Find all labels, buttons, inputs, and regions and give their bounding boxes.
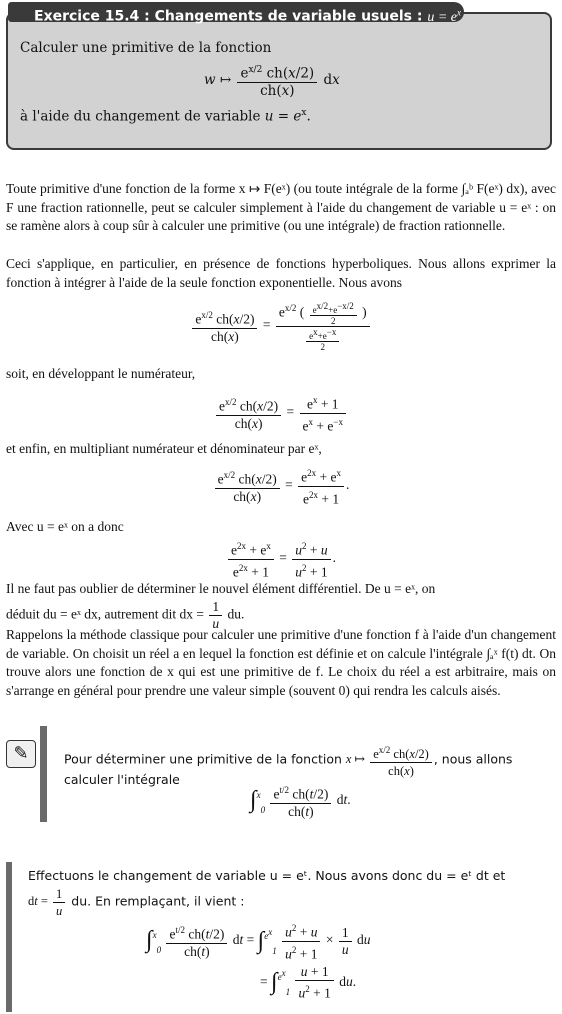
paragraph-multiply: et enfin, en multipliant numérateur et dénominateur par eˣ, — [6, 441, 322, 456]
solution-line1: Effectuons le changement de variable u = eᵗ. Nous avons donc du = eᵗ dt et — [28, 868, 506, 883]
note-line1: Pour déterminer une primitive de la fonction x ↦ $\frac{e^{x/2} ch(x/2)}{ch(x)}$ , nous allons — [64, 742, 554, 779]
solution-equation-2: = ∫$^{e^x}_1$ $\frac{u + 1}{u^2 + 1}$ du. — [260, 964, 357, 1001]
exercise-box — [6, 7, 552, 150]
equation-4: $\frac{e^{2x} + e^x}{e^{2x} + 1}$ = $\frac{u^2 + u}{u^2 + 1}$ . — [0, 538, 562, 580]
exercise-title-text: Exercice 15.4 : Changements de variable usuels : — [34, 8, 423, 25]
exercise-statement-line2: à l'aide du changement de variable $u = e^x$. — [20, 108, 311, 125]
equation-2: $\frac{e^{x/2} ch(x/2)}{ch(x)}$ = $\frac{e^x + 1}{e^x + e^{-x}}$ — [0, 392, 562, 434]
exercise-formula: w ↦ $\frac{e^{x/2} ch(x/2)}{ch(x)}$ dx — [204, 62, 340, 99]
paragraph-differential-2: déduit du = eˣ dx, autrement dit dx = $\frac{1}{u}$ du. — [6, 599, 245, 631]
solution-equation-1: ∫$^x_0$ $\frac{e^{t/2} ch(t/2)}{ch(t)}$ dt = ∫$^{e^x}_1$ $\frac{u^2 + u}{u^2 + 1}$ × $\frac{1}{u}$ du — [146, 920, 370, 962]
note-integral: ∫$^x_0$ $\frac{e^{t/2} ch(t/2)}{ch(t)}$ dt. — [250, 782, 351, 820]
equation-3: $\frac{e^{x/2} ch(x/2)}{ch(x)}$ = $\frac{e^{2x} + e^x}{e^{2x} + 1}$ . — [0, 465, 562, 507]
paragraph-intro: Toute primitive d'une fonction de la forme x ↦ F(eˣ) (ou toute intégrale de la forme ∫ₐᵇ F(eˣ) dx), avec F une fraction rationnelle, peut se calculer simplement à l'aide du changement de variable u = eˣ : on se ramène alors à coup sûr à calculer une primitive (ou une intégrale) de fraction rationnelle. — [6, 181, 556, 233]
paragraph-method: Rappelons la méthode classique pour calculer une primitive d'une fonction f à l'aide d'un changement de variable. On choisit un réel a en lequel la fonction est définie et on calcule l'intégrale ∫ₐˣ f(t) dt. On trouve alors une fonction de x qui est une primitive de f. Le choix du réel a est arbitraire, mais on s'arrange en général pour prendre une valeur simple (souvent 0) qui rendra les calculs aisés. — [6, 627, 556, 698]
solution-line2: dt = $\frac{1}{u}$ du. En remplaçant, il vient : — [28, 887, 245, 918]
exercise-title-math: $u = e^x$ — [427, 7, 461, 25]
paragraph-substitution: Avec u = eˣ on a donc — [6, 519, 124, 534]
equation-1: $\frac{e^{x/2} ch(x/2)}{ch(x)}$ = $e^{x/2}$ ( $\frac{e^{x/2}+e^{-x/2}}{2}$ ) $\frac{e^x+e^{-x}}{2}$ — [0, 300, 562, 352]
exercise-title — [8, 2, 464, 25]
note-bar — [40, 726, 47, 822]
paragraph-differential-1: Il ne faut pas oublier de déterminer le nouvel élément différentiel. De u = eˣ, on — [6, 581, 436, 596]
paragraph-develop: soit, en développant le numérateur, — [6, 366, 196, 381]
paragraph-hyperbolic: Ceci s'applique, en particulier, en présence de fonctions hyperboliques. Nous allons exprimer la fonction à intégrer à l'aide de la seule fonction exponentielle. Nous avons — [6, 256, 556, 290]
solution-bar — [6, 862, 12, 1012]
pencil-note-icon: ✎ — [6, 740, 36, 768]
exercise-statement-line1: Calculer une primitive de la fonction — [20, 40, 272, 56]
note-line2: calculer l'intégrale — [64, 772, 180, 787]
